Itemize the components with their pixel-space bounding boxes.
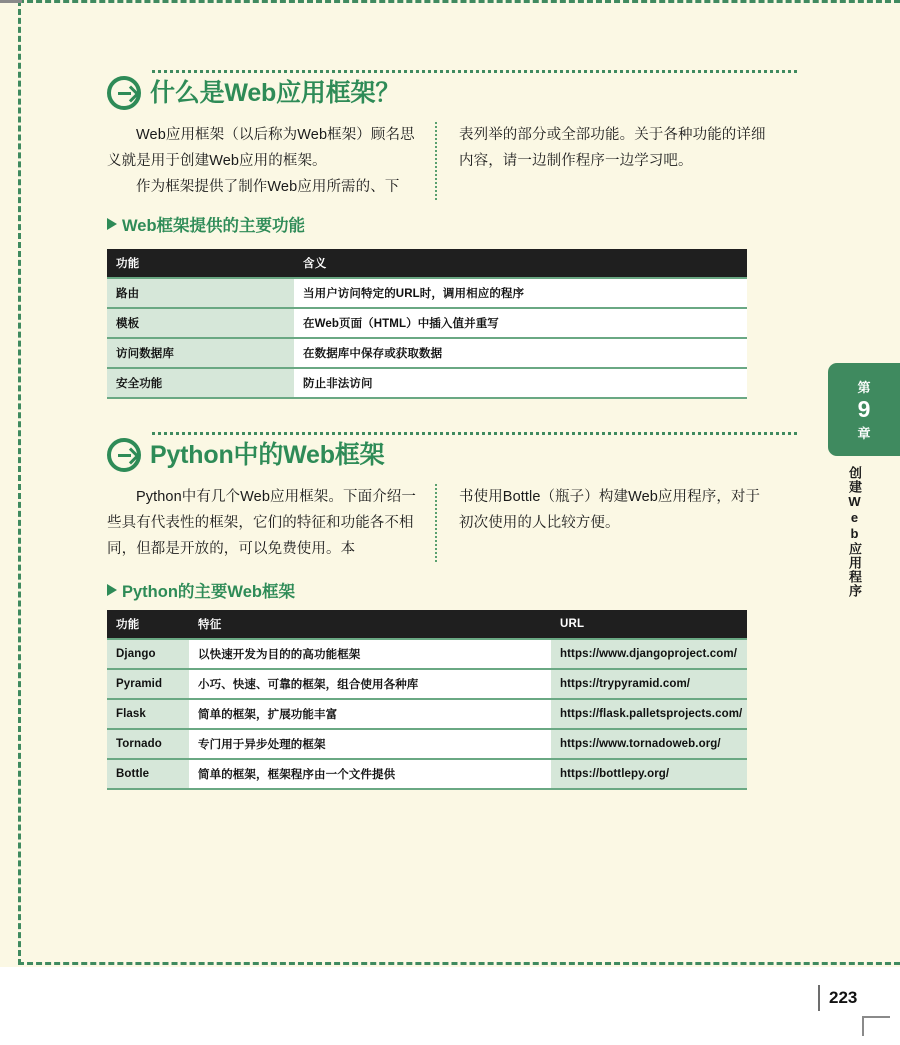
cell-function: 路由 — [107, 278, 294, 308]
table-row — [107, 759, 747, 789]
triangle-right-icon — [107, 584, 117, 596]
chapter-suffix: 章 — [857, 426, 871, 441]
cell-url: https://trypyramid.com/ — [551, 669, 747, 699]
subheading-label: Web框架提供的主要功能 — [122, 217, 306, 235]
body-column-left — [107, 484, 437, 562]
chapter-vertical-title: 创建Web应用程序 — [847, 466, 862, 598]
section-dotted-rule — [152, 432, 797, 438]
cell-function: 模板 — [107, 308, 294, 338]
cell-feature: 专门用于异步处理的框架 — [189, 729, 551, 759]
table-row — [107, 278, 747, 308]
section-title: Python中的Web框架 — [150, 440, 385, 469]
body-column-left — [107, 122, 437, 200]
cell-function: 访问数据库 — [107, 338, 294, 368]
arrow-circle-right-icon — [107, 76, 141, 110]
arrow-circle-right-icon — [107, 438, 141, 472]
section-dotted-rule — [152, 70, 797, 76]
cell-url: https://bottlepy.org/ — [551, 759, 747, 789]
table-header-row — [107, 610, 747, 639]
page-folio — [818, 985, 857, 1011]
cell-meaning: 当用户访问特定的URL时，调用相应的程序 — [294, 278, 747, 308]
cell-framework-name: Tornado — [107, 729, 189, 759]
chapter-number: 9 — [857, 396, 871, 422]
column-header-function: 功能 — [107, 249, 294, 278]
table-row — [107, 729, 747, 759]
column-header-meaning: 含义 — [294, 249, 747, 278]
cell-framework-name: Bottle — [107, 759, 189, 789]
section-1-body — [107, 122, 797, 200]
cell-meaning: 在Web页面（HTML）中插入值并重写 — [294, 308, 747, 338]
table-row — [107, 368, 747, 398]
crop-mark — [862, 1016, 890, 1036]
table-row — [107, 308, 747, 338]
table-row — [107, 338, 747, 368]
cell-framework-name: Django — [107, 639, 189, 669]
body-column-right — [437, 484, 767, 562]
body-column-right — [437, 122, 767, 200]
column-header-url: URL — [551, 610, 747, 639]
triangle-right-icon — [107, 218, 117, 230]
folio-rule — [818, 985, 820, 1011]
cell-function: 安全功能 — [107, 368, 294, 398]
chapter-prefix: 第 — [857, 380, 871, 395]
cell-framework-name: Pyramid — [107, 669, 189, 699]
cell-feature: 以快速开发为目的的高功能框架 — [189, 639, 551, 669]
section-2-body — [107, 484, 797, 562]
table-row — [107, 669, 747, 699]
column-header-function: 功能 — [107, 610, 189, 639]
paragraph: 书使用Bottle（瓶子）构建Web应用程序，对于初次使用的人比较方便。 — [459, 489, 761, 531]
subheading-label: Python的主要Web框架 — [122, 583, 295, 601]
registration-tick — [0, 0, 22, 3]
cell-url: https://flask.palletsprojects.com/ — [551, 699, 747, 729]
subheading-web-framework-features — [107, 212, 305, 236]
paragraph: 表列举的部分或全部功能。关于各种功能的详细内容，请一边制作程序一边学习吧。 — [459, 127, 766, 169]
paragraph: Python中有几个Web应用框架。下面介绍一些具有代表性的框架，它们的特征和功能各不相同，但都是开放的，可以免费使用。本 — [107, 489, 416, 557]
section-python-web-framework — [107, 424, 797, 472]
paragraph: Web应用框架（以后称为Web框架）顾名思义就是用于创建Web应用的框架。 — [107, 127, 415, 169]
cell-meaning: 防止非法访问 — [294, 368, 747, 398]
table-row — [107, 639, 747, 669]
chapter-tab — [828, 363, 900, 456]
paragraph: 作为框架提供了制作Web应用所需的、下 — [136, 179, 400, 195]
column-header-feature: 特征 — [189, 610, 551, 639]
table-framework-features — [107, 249, 747, 399]
section-title: 什么是Web应用框架？ — [150, 78, 401, 107]
cell-url: https://www.djangoproject.com/ — [551, 639, 747, 669]
cell-meaning: 在数据库中保存或获取数据 — [294, 338, 747, 368]
page-number: 223 — [829, 988, 858, 1007]
cell-feature: 简单的框架，扩展功能丰富 — [189, 699, 551, 729]
cell-url: https://www.tornadoweb.org/ — [551, 729, 747, 759]
table-row — [107, 699, 747, 729]
cell-feature: 简单的框架，框架程序由一个文件提供 — [189, 759, 551, 789]
table-python-frameworks — [107, 610, 747, 790]
cell-feature: 小巧、快速、可靠的框架，组合使用各种库 — [189, 669, 551, 699]
cell-framework-name: Flask — [107, 699, 189, 729]
section-web-framework — [107, 62, 797, 110]
table-header-row — [107, 249, 747, 278]
subheading-python-frameworks — [107, 578, 295, 602]
